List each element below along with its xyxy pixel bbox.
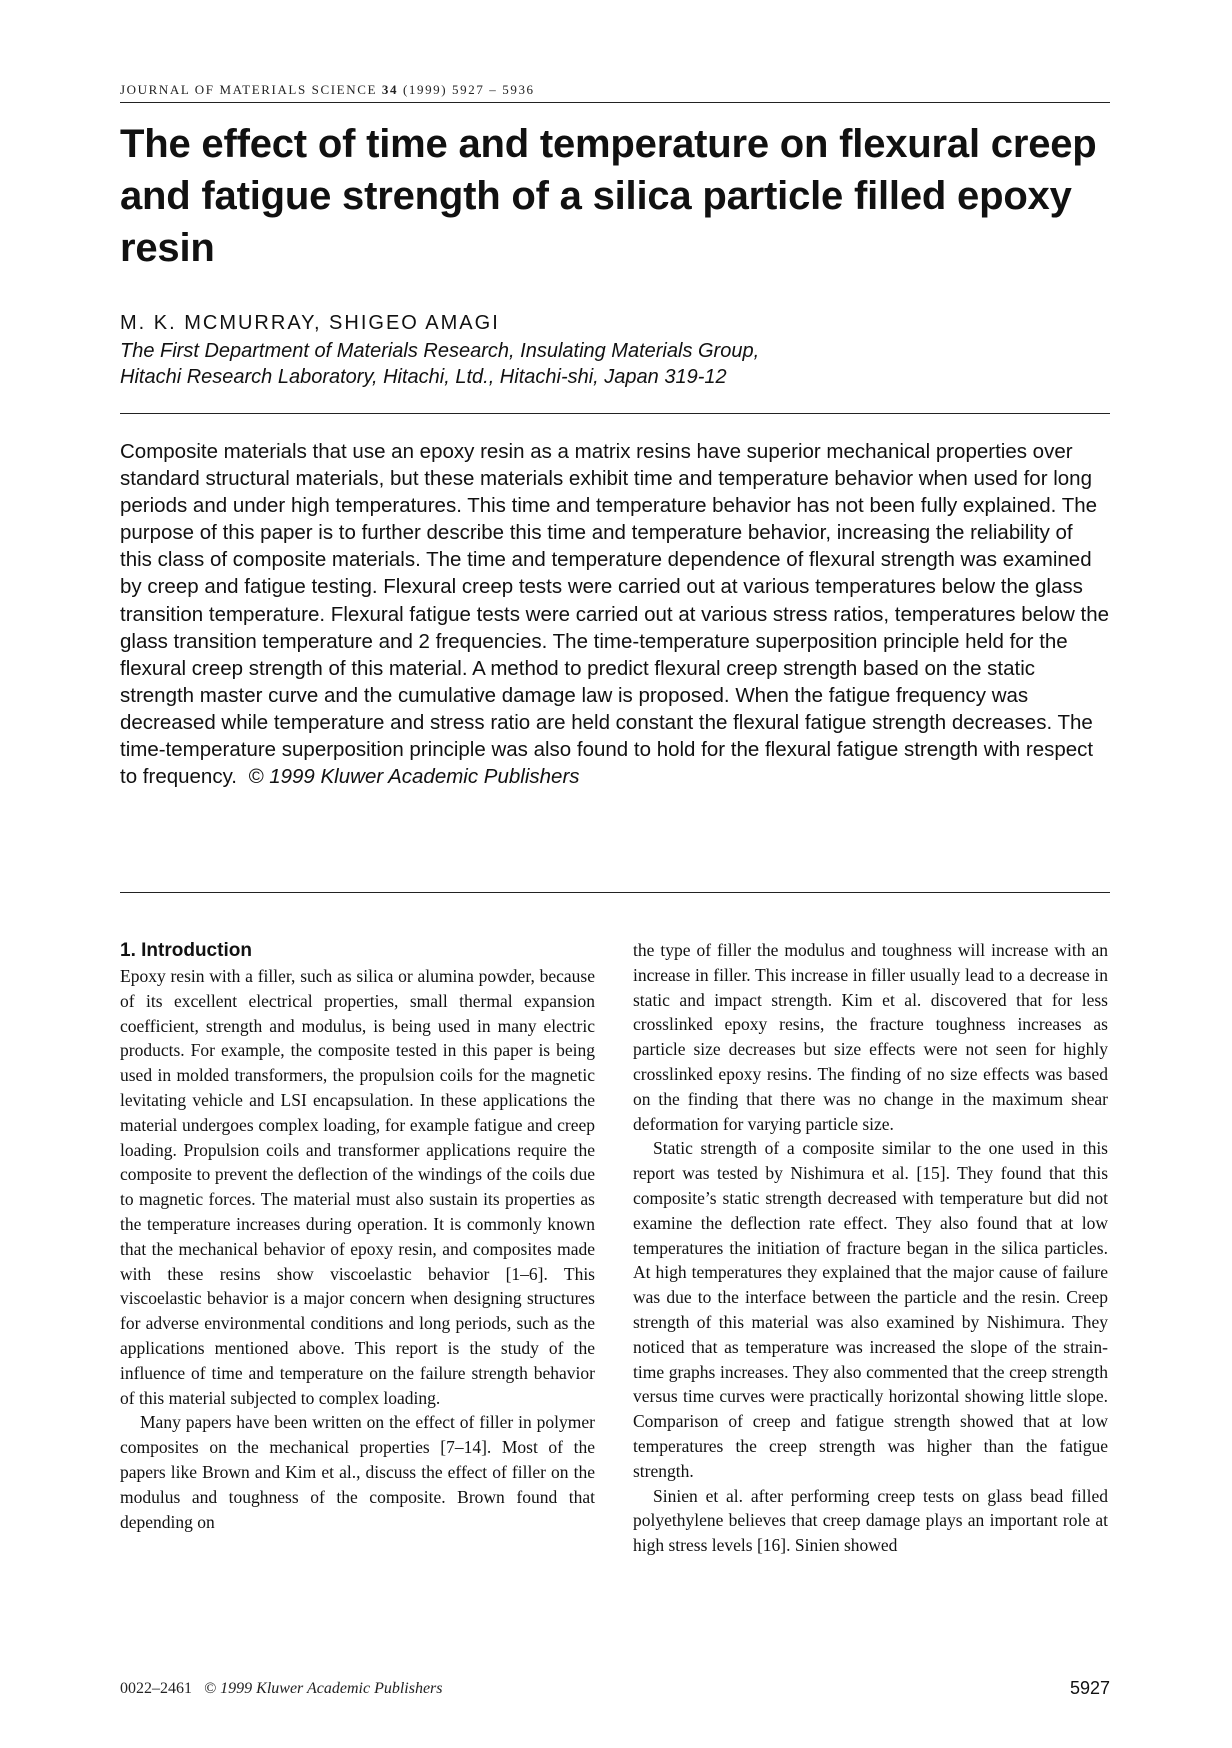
body-paragraph: Epoxy resin with a filler, such as silica or alumina powder, because of its excellent electrical properties, small thermal expansion coefficient, strength and modulus, is being used in many electric products. For example, the composite tested in this paper is being used in molded transformers, the propulsion coils for the magnetic levitating vehicle and LSI encapsulation. In these applications the material undergoes complex loading, for example fatigue and creep loading. Propulsion coils and transformer applications require the composite to prevent the deflection of the windings of the coils due to magnetic forces. The material must also sustain its properties as the temperature increases during operation. It is commonly known that the mechanical behavior of epoxy resin, and composites made with these resins show viscoelastic behavior [1–6]. This viscoelastic behavior is a major concern when designing structures for adverse environmental conditions and long periods, such as the applications mentioned above. This report is the study of the influence of time and temperature on the failure strength behavior of this material subjected to complex loading.: [120, 966, 595, 1408]
journal-volume: 34: [381, 82, 399, 97]
affiliation-line-2: Hitachi Research Laboratory, Hitachi, Ltd., Hitachi-shi, Japan 319-12: [120, 366, 727, 388]
abstract-copyright: © 1999 Kluwer Academic Publishers: [248, 765, 580, 789]
running-header: [120, 82, 1110, 103]
affiliation: [120, 338, 1110, 390]
body-paragraph: Static strength of a composite similar to the one used in this report was tested by Nishimura et al. [15]. They found that this composite’s static strength decreased with temperature but did not examine the deflection rate effect. They also found that at low temperatures the initiation of fracture began in the silica particles. At high temperatures they explained that the major cause of failure was due to the interface between the particle and the resin. Creep strength of this material was also examined by Nishimura. They noticed that as temperature was increased the slope of the strain-time graphs increases. They also commented that the creep strength versus time curves were practically horizontal showing little slope. Comparison of creep and fatigue strength showed that at low temperatures the creep strength was higher than the fatigue strength.: [633, 1138, 1108, 1481]
body-paragraph: Sinien et al. after performing creep tests on glass bead filled polyethylene believes that creep damage plays an important role at high stress levels [16]. Sinien showed: [633, 1485, 1108, 1556]
paper-title: The effect of time and temperature on flexural creep and fatigue strength of a silica particle filled epoxy resin: [120, 122, 1097, 270]
body-paragraph: Many papers have been written on the effect of filler in polymer composites on the mechanical properties [7–14]. Most of the papers like Brown and Kim et al., discuss the effect of filler on the modulus and toughness of the composite. Brown found that depending on: [120, 1412, 595, 1532]
footer-left: [120, 1680, 443, 1698]
footer-copyright: © 1999 Kluwer Academic Publishers: [204, 1680, 443, 1697]
authors: M. K. MCMURRAY, SHIGEO AMAGI: [120, 312, 500, 334]
footer-issn: 0022–2461: [120, 1680, 192, 1697]
affiliation-line-1: The First Department of Materials Research, Insulating Materials Group,: [120, 340, 760, 362]
abstract-bottom-rule: [120, 892, 1110, 893]
right-column: [633, 938, 1108, 1558]
section-heading-introduction: 1. Introduction: [120, 940, 252, 961]
abstract-top-rule: [120, 413, 1110, 414]
journal-year-pages: (1999) 5927 – 5936: [402, 82, 535, 97]
abstract-text: Composite materials that use an epoxy resin as a matrix resins have superior mechanical properties over standard structural materials, but these materials exhibit time and temperature behavior when used for long periods and under high temperatures. This time and temperature behavior has not been fully explained. The purpose of this paper is to further describe this time and temperature behavior, increasing the reliability of this class of composite materials. The time and temperature dependence of flexural strength was examined by creep and fatigue testing. Flexural creep tests were carried out at various temperatures below the glass transition temperature. Flexural fatigue tests were carried out at various stress ratios, temperatures below the glass transition temperature and 2 frequencies. The time-temperature superposition principle held for the flexural creep strength of this material. A method to predict flexural creep strength based on the static strength master curve and the cumulative damage law is proposed. When the fatigue frequency was decreased while temperature and stress ratio are held constant the flexural fatigue strength decreases. The time-temperature superposition principle was also found to hold for the flexural fatigue strength with respect to frequency.: [120, 440, 1110, 789]
journal-name: JOURNAL OF MATERIALS SCIENCE: [120, 82, 378, 97]
page-number: 5927: [1069, 1678, 1110, 1698]
left-column: [120, 938, 595, 1534]
body-paragraph: the type of filler the modulus and toughness will increase with an increase in filler. This increase in filler usually lead to a decrease in static and impact strength. Kim et al. discovered that for less crosslinked epoxy resins, the fracture toughness increases as particle size decreases but size effects were not seen for highly crosslinked epoxy resins. The finding of no size effects was based on the finding that there was no change in the maximum shear deformation for varying particle size.: [633, 940, 1108, 1134]
abstract: [120, 438, 1110, 790]
